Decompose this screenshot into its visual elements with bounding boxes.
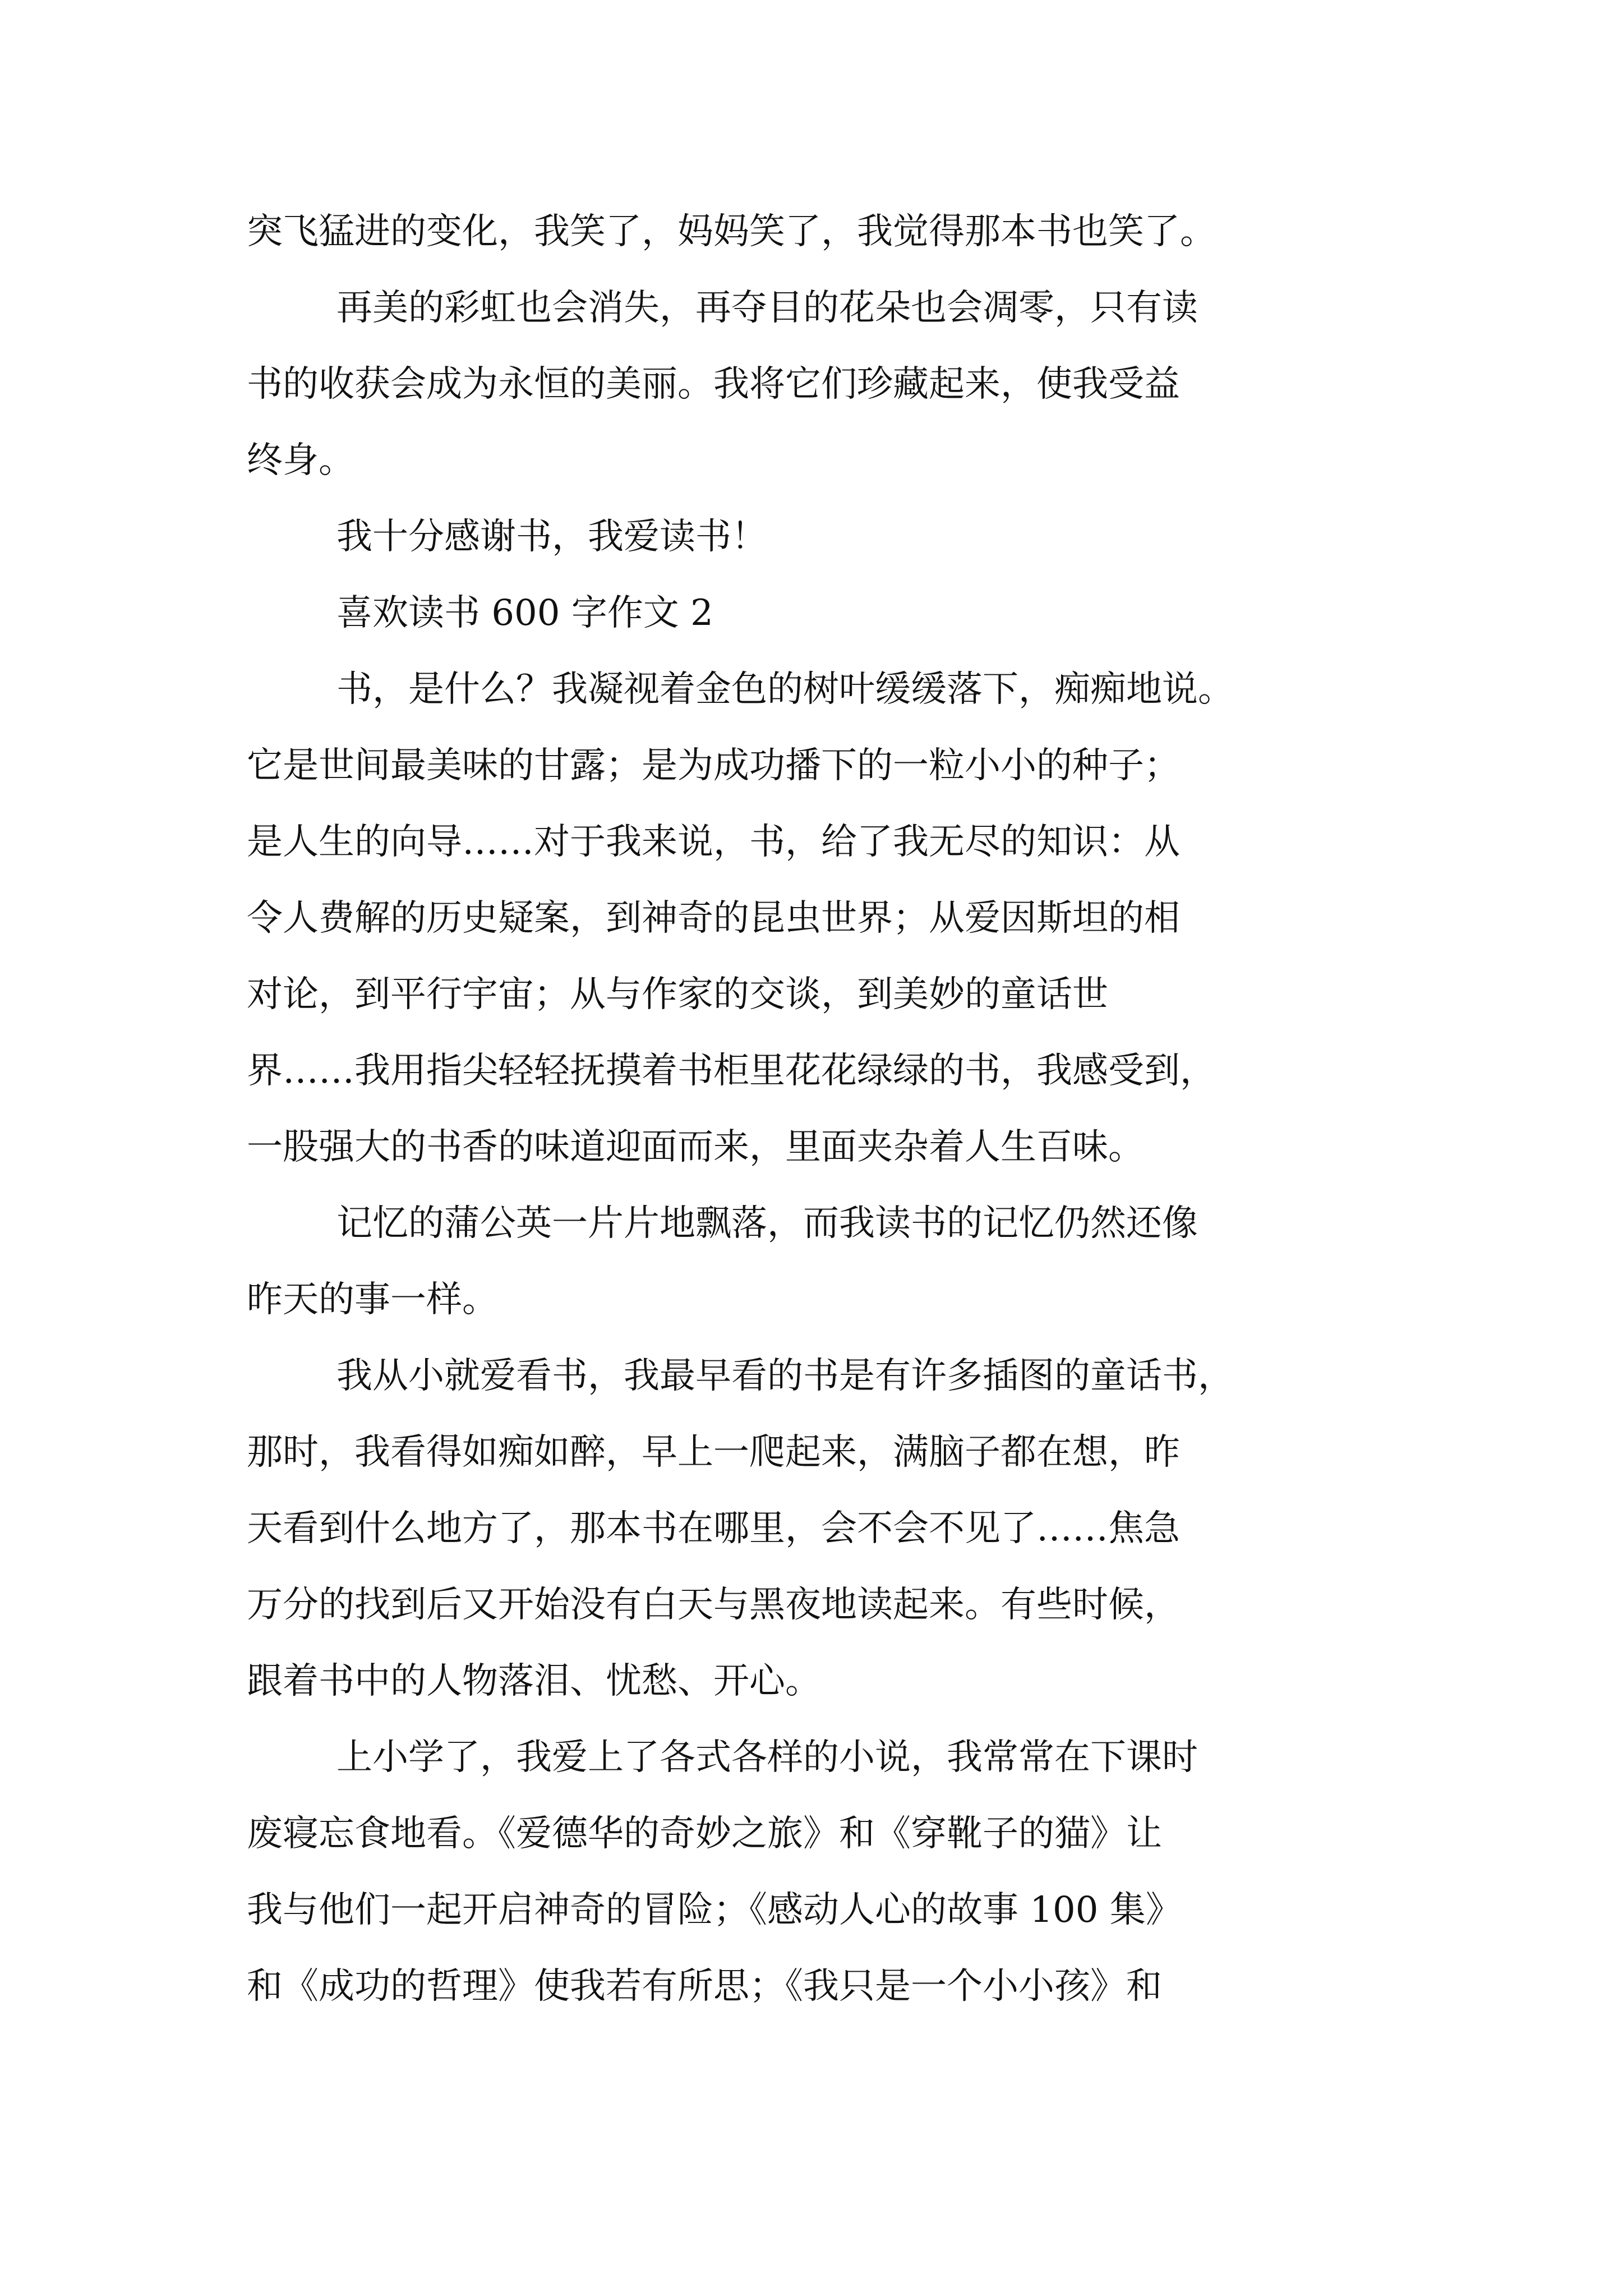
text-line: 终身。 [247,440,354,481]
text-line: 它是世间最美味的甘露；是为成功播下的一粒小小的种子； [247,745,1180,786]
body-text [247,194,1385,2024]
text-line: 对论，到平行宇宙；从与作家的交谈，到美妙的童话世 [247,974,1108,1015]
text-line: 再美的彩虹也会消失，再夺目的花朵也会凋零，只有读 [336,287,1198,329]
text-line: 和《成功的哲理》使我若有所思；《我只是一个小小孩》和 [247,1966,1162,2007]
text-line: 我从小就爱看书，我最早看的书是有许多插图的童话书， [336,1355,1234,1397]
text-line: 令人费解的历史疑案，到神奇的昆虫世界；从爱因斯坦的相 [247,898,1180,939]
text-line: 上小学了，我爱上了各式各样的小说，我常常在下课时 [336,1737,1198,1778]
text-line: 界……我用指尖轻轻抚摸着书柜里花花绿绿的书，我感受到， [247,1050,1216,1092]
text-line: 书，是什么？我凝视着金色的树叶缓缓落下，痴痴地说。 [336,669,1234,710]
text-line: 我十分感谢书，我爱读书！ [336,516,767,558]
text-line: 废寝忘食地看。《爱德华的奇妙之旅》和《穿靴子的猫》让 [247,1813,1162,1855]
text-line: 是人生的向导……对于我来说，书，给了我无尽的知识：从 [247,821,1180,863]
text-line: 跟着书中的人物落泪、忧愁、开心。 [247,1660,821,1702]
text-line: 万分的找到后又开始没有白天与黑夜地读起来。有些时候， [247,1584,1180,1626]
section-heading: 喜欢读书 600 字作文 2 [336,592,713,634]
text-line: 那时，我看得如痴如醉，早上一爬起来，满脑子都在想，昨 [247,1432,1180,1473]
text-line: 一股强大的书香的味道迎面而来，里面夹杂着人生百味。 [247,1126,1144,1168]
text-line: 突飞猛进的变化，我笑了，妈妈笑了，我觉得那本书也笑了。 [247,211,1216,252]
text-line: 我与他们一起开启神奇的冒险；《感动人心的故事 100 集》 [247,1889,1182,1931]
text-line: 天看到什么地方了，那本书在哪里，会不会不见了……焦急 [247,1508,1180,1549]
text-line: 记忆的蒲公英一片片地飘落，而我读书的记忆仍然还像 [336,1203,1198,1244]
text-line: 书的收获会成为永恒的美丽。我将它们珍藏起来，使我受益 [247,364,1180,405]
text-line: 昨天的事一样。 [247,1279,498,1320]
